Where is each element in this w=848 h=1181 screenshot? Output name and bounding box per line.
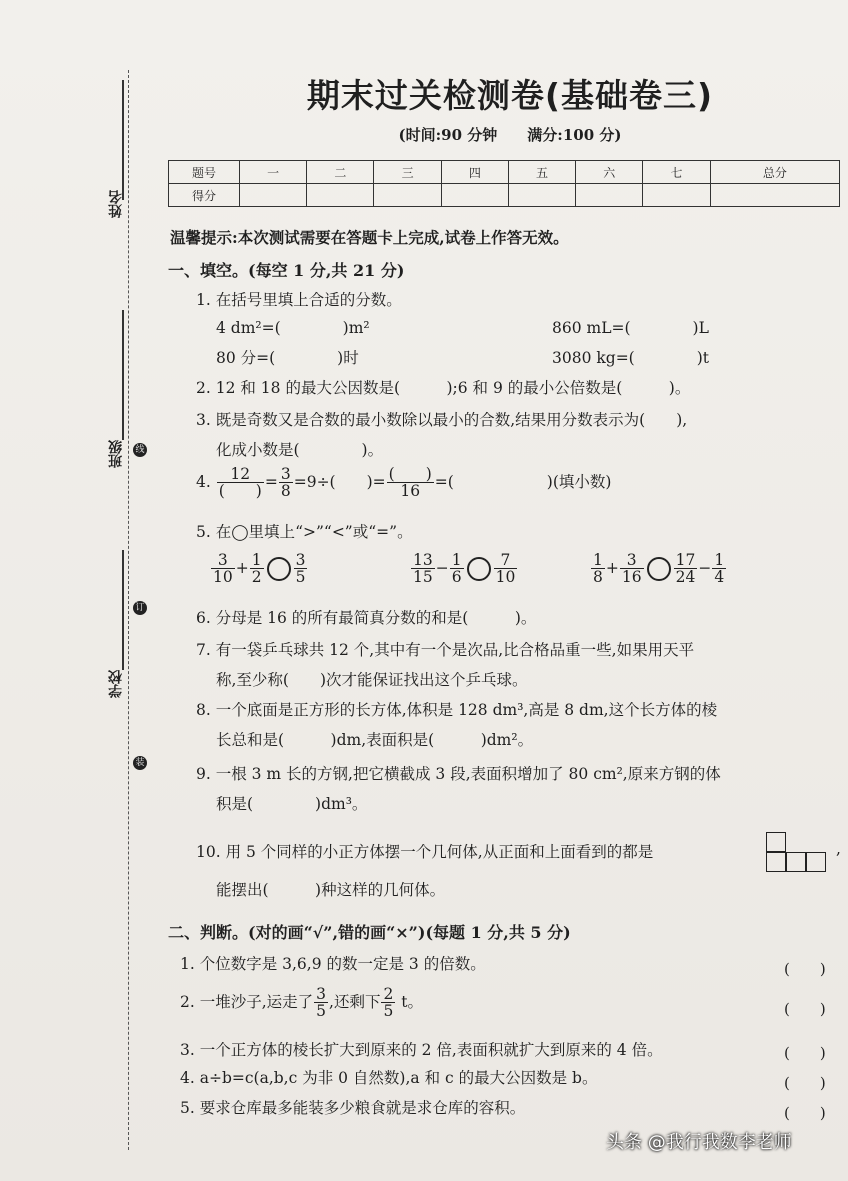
fraction bbox=[314, 986, 328, 1020]
operator: + bbox=[235, 558, 249, 577]
seal-mark-bind: 装 bbox=[133, 756, 147, 770]
denominator: 6 bbox=[451, 568, 462, 587]
table-cell: 得分 bbox=[169, 184, 240, 207]
numerator: 3 bbox=[280, 465, 291, 483]
denominator: 5 bbox=[295, 568, 306, 587]
denominator: 16 bbox=[621, 568, 642, 587]
question-10-line1: 10. 用 5 个同样的小正方体摆一个几何体,从正面和上面看到的都是 bbox=[196, 843, 654, 861]
score-table bbox=[168, 160, 840, 207]
fraction bbox=[494, 552, 518, 586]
denominator: 10 bbox=[213, 568, 233, 587]
judge-1: 1. 个位数字是 3,6,9 的数一定是 3 的倍数。 bbox=[180, 955, 486, 973]
question-10-comma: , bbox=[836, 840, 841, 858]
school-blank-line bbox=[122, 550, 124, 670]
denominator: 10 bbox=[495, 568, 516, 587]
name-blank-line bbox=[122, 80, 124, 200]
table-cell: 七 bbox=[643, 161, 710, 184]
question-1b: 860 mL=( )L bbox=[552, 319, 709, 337]
fraction bbox=[674, 552, 698, 586]
fraction bbox=[450, 552, 464, 586]
fraction bbox=[620, 552, 644, 586]
fraction bbox=[591, 552, 605, 586]
score-blank[interactable] bbox=[374, 184, 441, 207]
question-4 bbox=[196, 466, 611, 500]
numerator: 3 bbox=[316, 985, 327, 1003]
question-5: 5. 在◯里填上“>”“<”或“=”。 bbox=[196, 523, 413, 541]
question-1: 1. 在括号里填上合适的分数。 bbox=[196, 291, 402, 309]
judge-2-pre: 2. 一堆沙子,运走了 bbox=[180, 992, 314, 1011]
q4-middle: =9÷( )= bbox=[293, 472, 386, 491]
fraction bbox=[387, 466, 434, 500]
watermark: 头条 @我行我数李老师 bbox=[606, 1132, 792, 1153]
compare-circle[interactable] bbox=[267, 557, 291, 581]
tip-text: 温馨提示:本次测试需要在答题卡上完成,试卷上作答无效。 bbox=[170, 228, 569, 247]
question-10-line2: 能摆出( )种这样的几何体。 bbox=[216, 881, 446, 899]
score-table-score-row bbox=[169, 184, 840, 207]
score-blank[interactable] bbox=[441, 184, 508, 207]
operator: − bbox=[435, 558, 449, 577]
denominator: 2 bbox=[251, 568, 262, 587]
score-blank[interactable] bbox=[508, 184, 575, 207]
denominator: 15 bbox=[413, 568, 433, 587]
numerator: ( ) bbox=[388, 465, 432, 483]
school-label: 学校 bbox=[108, 670, 124, 698]
denominator: 5 bbox=[316, 1002, 327, 1021]
judge-2-mid: ,还剩下 bbox=[329, 992, 381, 1011]
equals-sign: = bbox=[264, 472, 278, 491]
numerator: 1 bbox=[451, 551, 462, 569]
judge-3: 3. 一个正方体的棱长扩大到原来的 2 倍,表面积就扩大到原来的 4 倍。 bbox=[180, 1041, 663, 1059]
page-title: 期末过关检测卷(基础卷三) bbox=[306, 76, 714, 115]
compare-circle[interactable] bbox=[467, 557, 491, 581]
question-9-line1: 9. 一根 3 m 长的方钢,把它横截成 3 段,表面积增加了 80 cm²,原来方钢的体 bbox=[196, 765, 721, 783]
answer-paren[interactable]: ( ) bbox=[784, 960, 826, 978]
numerator: 1 bbox=[593, 551, 603, 569]
question-3-line1: 3. 既是奇数又是合数的最小数除以最小的合数,结果用分数表示为( ), bbox=[196, 411, 688, 429]
fraction bbox=[294, 552, 308, 586]
fraction bbox=[250, 552, 264, 586]
score-table-header-row bbox=[169, 161, 840, 184]
section-2-heading: 二、判断。(对的画“√”,错的画“×”)(每题 1 分,共 5 分) bbox=[168, 923, 571, 942]
class-blank-line bbox=[122, 310, 124, 440]
score-blank[interactable] bbox=[643, 184, 710, 207]
binding-dashed-line bbox=[128, 70, 129, 1150]
question-7-line2: 称,至少称( )次才能保证找出这个乒乓球。 bbox=[216, 671, 528, 689]
fraction bbox=[211, 552, 235, 586]
answer-paren[interactable]: ( ) bbox=[784, 1000, 826, 1018]
denominator: ( ) bbox=[218, 482, 262, 501]
score-blank[interactable] bbox=[240, 184, 307, 207]
question-1c: 80 分=( )时 bbox=[216, 349, 359, 367]
judge-2-tail: t。 bbox=[396, 992, 423, 1011]
denominator: 24 bbox=[675, 568, 696, 587]
numerator: 1 bbox=[251, 551, 262, 569]
table-cell: 六 bbox=[576, 161, 643, 184]
score-blank[interactable] bbox=[576, 184, 643, 207]
class-label: 班级 bbox=[108, 440, 124, 468]
table-cell: 四 bbox=[441, 161, 508, 184]
table-cell: 二 bbox=[307, 161, 374, 184]
judge-2 bbox=[180, 986, 423, 1020]
fraction bbox=[712, 552, 726, 586]
operator: + bbox=[605, 558, 619, 577]
score-blank[interactable] bbox=[710, 184, 839, 207]
q4-number: 4. bbox=[196, 472, 211, 491]
operator: − bbox=[698, 558, 712, 577]
exam-time-score: (时间:90 分钟 满分:100 分) bbox=[398, 126, 622, 144]
table-cell: 题号 bbox=[169, 161, 240, 184]
question-6: 6. 分母是 16 的所有最简真分数的和是( )。 bbox=[196, 609, 537, 627]
question-5c bbox=[590, 552, 727, 586]
numerator: 7 bbox=[494, 552, 518, 569]
question-8-line1: 8. 一个底面是正方形的长方体,体积是 128 dm³,高是 8 dm,这个长方体的棱 bbox=[196, 701, 718, 719]
fraction bbox=[411, 552, 435, 586]
table-cell: 五 bbox=[508, 161, 575, 184]
q4-tail: =( )(填小数) bbox=[434, 472, 612, 491]
question-2: 2. 12 和 18 的最大公因数是( );6 和 9 的最小公倍数是( )。 bbox=[196, 379, 691, 397]
numerator: 1 bbox=[714, 551, 725, 569]
answer-paren[interactable]: ( ) bbox=[784, 1104, 826, 1122]
question-3-line2: 化成小数是( )。 bbox=[216, 441, 384, 459]
numerator: 3 bbox=[620, 552, 644, 569]
question-5a bbox=[210, 552, 308, 586]
numerator: 2 bbox=[383, 985, 394, 1003]
denominator: 5 bbox=[383, 1002, 394, 1021]
compare-circle[interactable] bbox=[647, 557, 671, 581]
denominator: 8 bbox=[593, 568, 603, 587]
judge-4: 4. a÷b=c(a,b,c 为非 0 自然数),a 和 c 的最大公因数是 b。 bbox=[180, 1069, 598, 1087]
denominator: 4 bbox=[714, 568, 725, 587]
denominator: 16 bbox=[400, 482, 421, 501]
question-5b bbox=[410, 552, 518, 586]
question-8-line2: 长总和是( )dm,表面积是( )dm²。 bbox=[216, 731, 534, 749]
seal-mark-line: 线 bbox=[133, 443, 147, 457]
question-1a: 4 dm²=( )m² bbox=[216, 319, 370, 337]
numerator: 17 bbox=[675, 551, 696, 569]
question-9-line2: 积是( )dm³。 bbox=[216, 795, 368, 813]
numerator: 3 bbox=[211, 552, 235, 569]
fraction bbox=[279, 466, 293, 500]
section-1-heading: 一、填空。(每空 1 分,共 21 分) bbox=[168, 261, 405, 280]
judge-5: 5. 要求仓库最多能装多少粮食就是求仓库的容积。 bbox=[180, 1099, 526, 1117]
score-blank[interactable] bbox=[307, 184, 374, 207]
numerator: 3 bbox=[295, 551, 306, 569]
cube-view-figure bbox=[766, 832, 836, 874]
answer-paren[interactable]: ( ) bbox=[784, 1074, 826, 1092]
fraction bbox=[217, 466, 264, 500]
table-cell: 三 bbox=[374, 161, 441, 184]
numerator: 12 bbox=[217, 466, 264, 483]
seal-mark-order: 订 bbox=[133, 601, 147, 615]
question-7-line1: 7. 有一袋乒乓球共 12 个,其中有一个是次品,比合格品重一些,如果用天平 bbox=[196, 641, 695, 659]
table-cell: 一 bbox=[240, 161, 307, 184]
numerator: 13 bbox=[413, 551, 433, 569]
fraction bbox=[381, 986, 395, 1020]
question-1d: 3080 kg=( )t bbox=[552, 349, 709, 367]
denominator: 8 bbox=[280, 482, 291, 501]
answer-paren[interactable]: ( ) bbox=[784, 1044, 826, 1062]
table-cell: 总分 bbox=[710, 161, 839, 184]
name-label: 姓名 bbox=[108, 190, 124, 218]
